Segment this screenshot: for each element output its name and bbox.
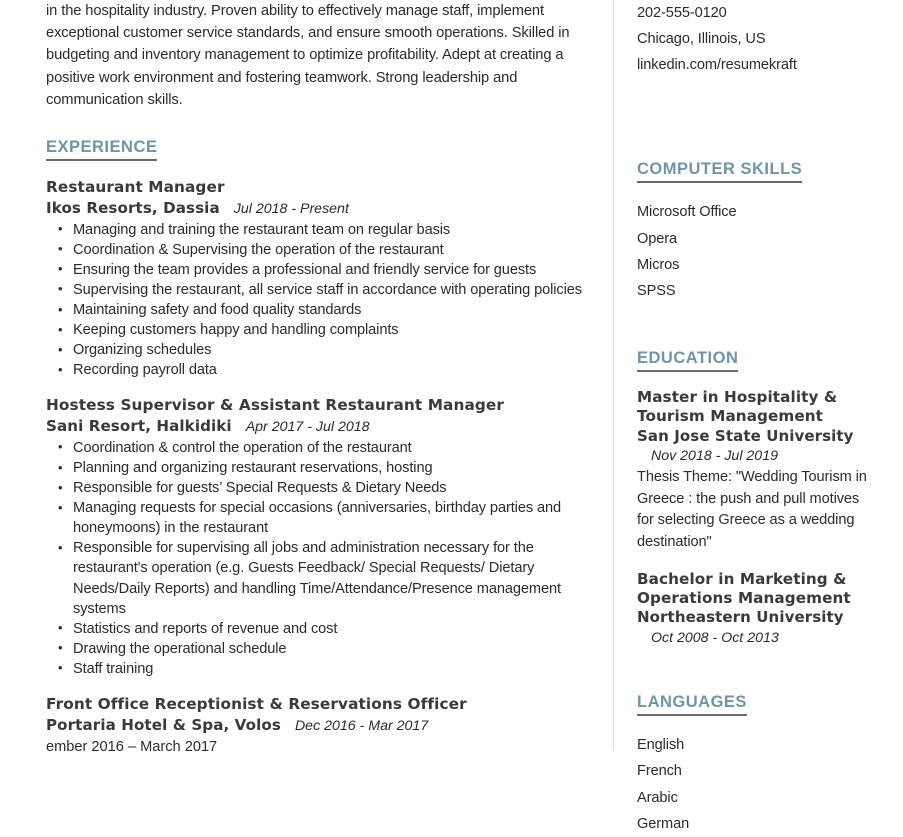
job-bullet: • Staff training: [73, 659, 598, 679]
job-dates: Apr 2017 - Jul 2018: [245, 418, 370, 435]
language-item: English: [637, 736, 685, 753]
job-organization: Portaria Hotel & Spa, Volos: [46, 715, 281, 734]
job-bullet: • Planning and organizing restaurant reservations, hosting: [73, 458, 598, 478]
section-heading-experience: EXPERIENCE: [46, 138, 157, 161]
job-title: Front Office Receptionist & Reservations Officer: [46, 695, 467, 714]
job-bullet: • Organizing schedules: [73, 340, 598, 360]
job-title: Restaurant Manager: [46, 178, 225, 197]
language-item: German: [637, 816, 690, 833]
job-org-line: [46, 198, 600, 219]
job-title: Hostess Supervisor & Assistant Restaurant Manager: [46, 396, 505, 415]
languages-section: [637, 693, 889, 716]
contact-location: Chicago, Illinois, US: [637, 31, 766, 47]
computer-skills-list: [637, 199, 889, 305]
section-heading-languages: LANGUAGES: [637, 693, 747, 716]
professional-summary: in the hospitality industry. Proven ability to effectively manage staff, implement exceptional customer service standards, and ensure smooth operations. Skilled in budgeting and inventory management to optimize profitability. Adept at creating a positive work environment and fostering teamwork. Strong leadership and communication skills.: [46, 3, 570, 108]
degree-title-line2: Operations Management: [637, 588, 851, 607]
sidebar-column: [613, 0, 903, 833]
job-bullet: • Managing and training the restaurant team on regular basis: [73, 220, 598, 240]
job-organization: Ikos Resorts, Dassia: [46, 198, 220, 217]
degree-title-line1: Master in Hospitality &: [637, 387, 838, 406]
degree-dates: Nov 2018 - Jul 2019: [651, 448, 778, 465]
section-heading-computer-skills: COMPUTER SKILLS: [637, 160, 802, 183]
degree-dates: Oct 2008 - Oct 2013: [651, 629, 779, 646]
job-bullet: • Maintaining safety and food quality standards: [73, 300, 598, 320]
degree-title-line1: Bachelor in Marketing &: [637, 569, 847, 588]
skill-item: Microsoft Office: [637, 204, 737, 221]
job-dates: Dec 2016 - Mar 2017: [294, 717, 429, 734]
skill-item: Micros: [637, 256, 680, 273]
degree-thesis-note: Thesis Theme: "Wedding Tourism in Greece : the push and pull motives for selecting Greece as a wedding destination": [637, 469, 867, 550]
languages-list: [637, 732, 889, 837]
education-section: [637, 349, 889, 372]
contact-phone: 202-555-0120: [637, 5, 727, 21]
degree-school: San Jose State University: [637, 426, 854, 445]
section-heading-education: EDUCATION: [637, 349, 738, 372]
experience-entry: [46, 396, 600, 679]
job-org-line: [46, 416, 600, 437]
language-item: French: [637, 763, 682, 780]
job-bullet-list: [46, 438, 598, 679]
job-bullet: • Coordination & control the operation of the restaurant: [73, 438, 598, 458]
job-bullet: • Responsible for guests’ Special Requests & Dietary Needs: [73, 478, 598, 498]
job-bullet: • Drawing the operational schedule: [73, 639, 598, 659]
computer-skills-section: [637, 160, 889, 183]
language-item: Arabic: [637, 789, 678, 806]
skill-item: Opera: [637, 230, 678, 247]
degree-title-line2: Tourism Management: [637, 407, 824, 426]
experience-entry: [46, 695, 600, 757]
job-dates: Jul 2018 - Present: [233, 200, 349, 217]
experience-section: [46, 138, 600, 161]
job-bullet: • Responsible for supervising all jobs and administration necessary for the restaurant's operation (e.g. Guests Feedback/ Special Requests/ Dietary Needs/Daily Reports) and handling Time/Attendance/Presence management systems: [73, 538, 598, 618]
job-bullet: • Statistics and reports of revenue and cost: [73, 619, 598, 639]
job-bullet: • Coordination & Supervising the operation of the restaurant: [73, 240, 598, 260]
education-entry: [637, 570, 889, 648]
job-organization: Sani Resort, Halkidiki: [46, 416, 232, 435]
education-entry: [637, 388, 889, 554]
job-bullet: • Recording payroll data: [73, 360, 598, 380]
job-bullet-list: [46, 220, 598, 381]
skill-item: SPSS: [637, 283, 676, 300]
job-bullet: • Managing requests for special occasions (anniversaries, birthday parties and honeymoons) in the restaurant: [73, 498, 598, 538]
job-org-line: [46, 715, 600, 736]
job-bullet: • Supervising the restaurant, all service staff in accordance with operating policies: [73, 280, 598, 300]
job-clipped-text: ember 2016 – March 2017: [46, 738, 218, 755]
job-bullet: • Ensuring the team provides a professional and friendly service for guests: [73, 260, 598, 280]
experience-entry: [46, 178, 600, 380]
job-bullet: • Keeping customers happy and handling complaints: [73, 320, 598, 340]
contact-linkedin[interactable]: linkedin.com/resumekraft: [637, 57, 797, 73]
degree-school: Northeastern University: [637, 608, 844, 627]
